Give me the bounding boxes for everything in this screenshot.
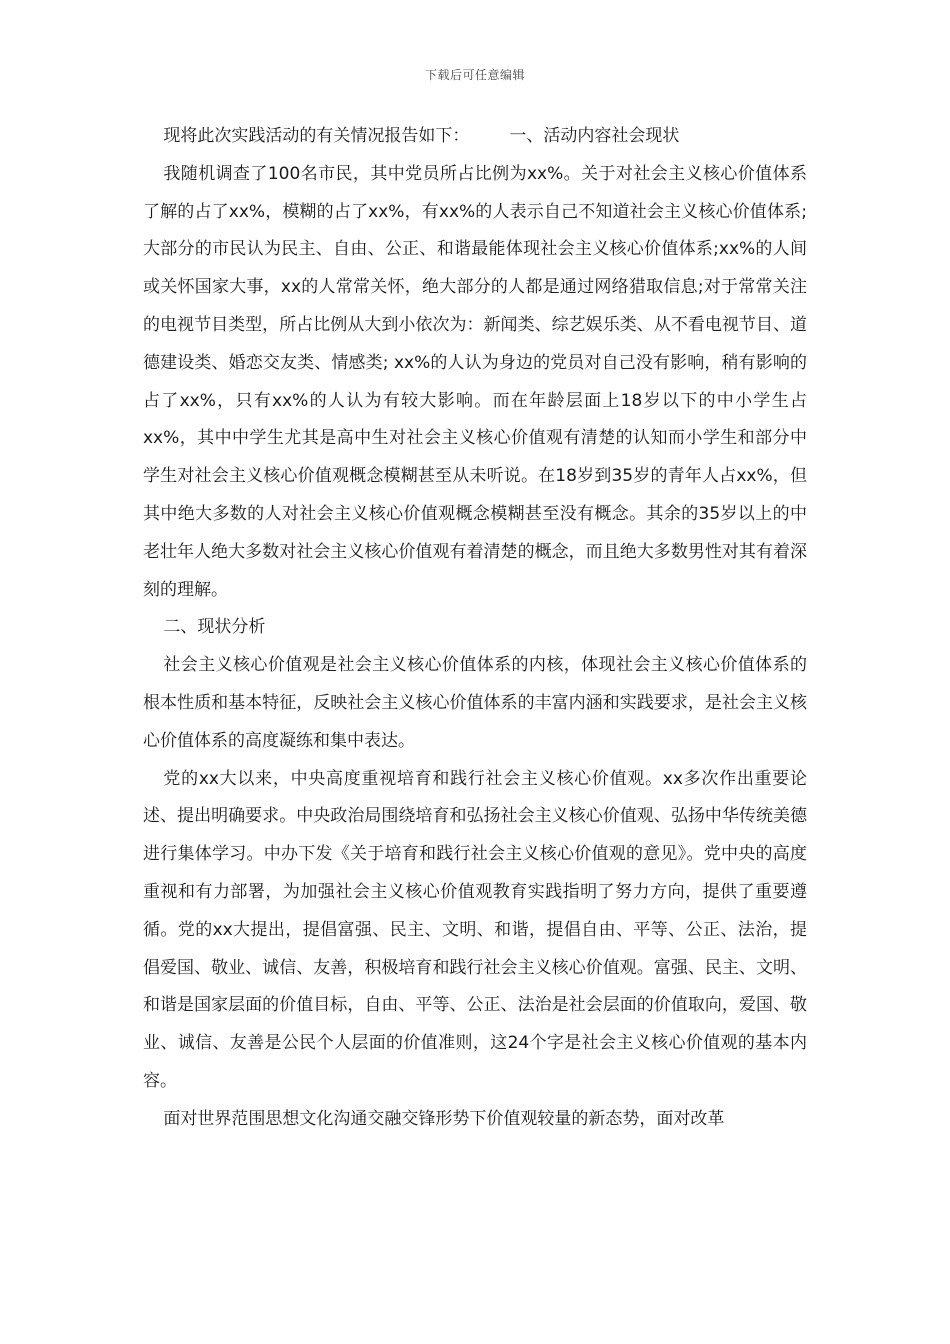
intro-line: 现将此次实践活动的有关情况报告如下： <box>163 126 470 146</box>
paragraph-4: 面对世界范围思想文化沟通交融交锋形势下价值观较量的新态势，面对改革 <box>163 1108 725 1129</box>
page-header: 下载后可任意编辑 <box>424 68 525 82</box>
paragraph-2: 社会主义核心价值观是社会主义核心价值体系的内核，体现社会主义核心价值体系的根本性质和基本特征，反映社会主义核心价值体系的丰富内涵和实践要求，是社会主义核心价值体系的高度凝练和集中表达。 <box>143 655 807 751</box>
paragraph-1: 我随机调查了100名市民，其中党员所占比例为xx%。关于对社会主义核心价值体系了解的占了xx%，模糊的占了xx%，有xx%的人表示自己不知道社会主义核心价值体系;大部分的市民认为民主、自由、公正、和谐最能体现社会主义核心价值体系;xx%的人间或关怀国家大事，xx的人常常关怀，绝大部分的人都是通过网络猎取信息;对于常常关注的电视节目类型，所占比例从大到小依次为：新闻类、综艺娱乐类、从不看电视节目、道德建设类、婚恋交友类、情感类; xx%的人认为身边的党员对自己没有影响，稍有影响的占了xx%，只有xx%的人认为有较大影响。而在年龄层面上18岁以下的中小学生占xx%，其中中学生尤其是高中生对社会主义核心价值观有清楚的认知而小学生和部分中学生对社会主义核心价值观概念模糊甚至从未听说。在18岁到35岁的青年人占xx%，但其中绝大多数的人对社会主义核心价值观概念模糊甚至没有概念。其余的35岁以上的中老壮年人绝大多数对社会主义核心价值观有着清楚的概念，而且绝大多数男性对其有着深刻的理解。 <box>143 163 807 600</box>
section2-title: 二、现状分析 <box>163 617 266 638</box>
paragraph-3: 党的xx大以来，中央高度重视培育和践行社会主义核心价值观。xx多次作出重要论述、提出明确要求。中央政治局围绕培育和弘扬社会主义核心价值观、弘扬中华传统美德进行集体学习。中办下发《关于培育和践行社会主义核心价值观的意见》。党中央的高度重视和有力部署，为加强社会主义核心价值观教育实践指明了努力方向，提供了重要遵循。党的xx大提出，提倡富强、民主、文明、和谐，提倡自由、平等、公正、法治，提倡爱国、敬业、诚信、友善，积极培育和践行社会主义核心价值观。富强、民主、文明、和谐是国家层面的价值目标，自由、平等、公正、法治是社会层面的价值取向，爱国、敬业、诚信、友善是公民个人层面的价值准则，这24个字是社会主义核心价值观的基本内容。 <box>143 768 807 1091</box>
intro-paragraph <box>143 118 807 156</box>
document-body <box>143 118 807 1139</box>
section1-title: 一、活动内容社会现状 <box>509 126 680 146</box>
